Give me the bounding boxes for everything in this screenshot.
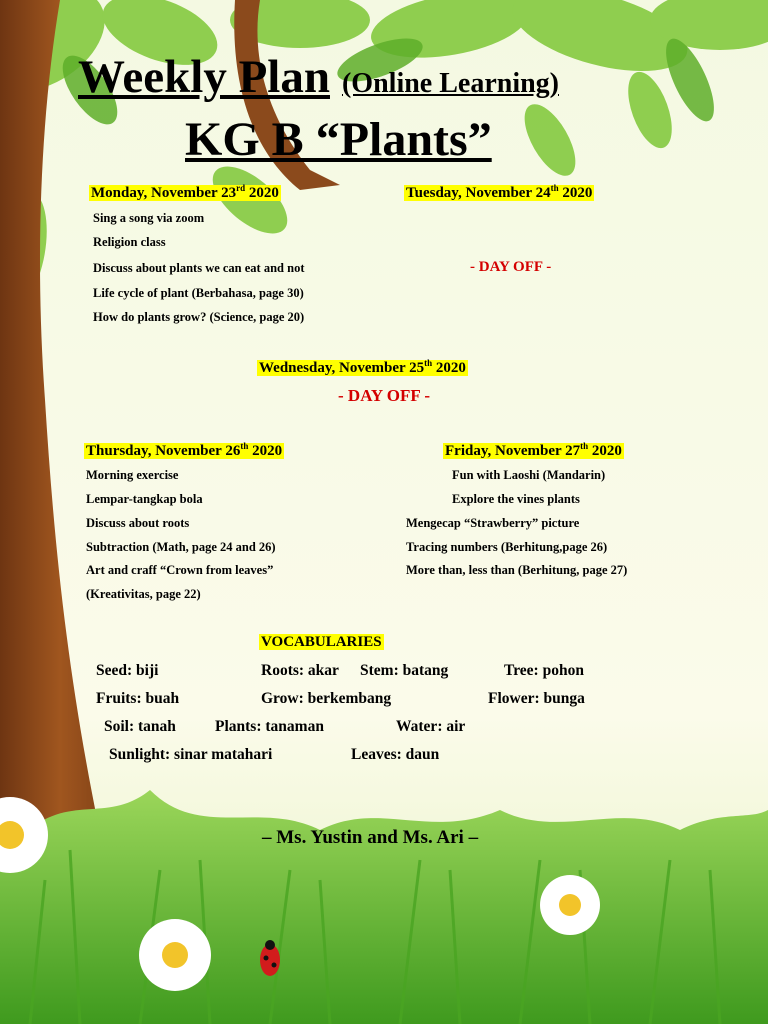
vocab-word: Soil: tanah <box>104 718 176 735</box>
vocab-word: Tree: pohon <box>504 662 584 679</box>
monday-item: Discuss about plants we can eat and not <box>93 261 305 275</box>
page-subtitle: (Online Learning) <box>341 68 559 99</box>
vocab-word: Sunlight: sinar matahari <box>109 746 273 763</box>
vocab-word: Plants: tanaman <box>215 718 324 735</box>
vocab-word: Water: air <box>396 718 466 735</box>
grass <box>0 790 768 1024</box>
monday-item: Life cycle of plant (Berbahasa, page 30) <box>93 286 304 300</box>
thursday-item: Subtraction (Math, page 24 and 26) <box>86 540 276 554</box>
vocab-word: Fruits: buah <box>96 690 180 707</box>
tuesday-day-off: - DAY OFF - <box>470 259 552 275</box>
page-title: Weekly Plan <box>78 51 330 103</box>
friday-item: Fun with Laoshi (Mandarin) <box>452 468 606 482</box>
friday-item: More than, less than (Berhitung, page 27) <box>406 563 628 577</box>
vocab-word: Seed: biji <box>96 662 159 679</box>
wednesday-heading: Wednesday, November 25th 2020 <box>259 358 466 376</box>
vocabularies-heading: VOCABULARIES <box>261 634 382 650</box>
wednesday-day-off: - DAY OFF - <box>338 386 431 405</box>
teachers-signature: – Ms. Yustin and Ms. Ari – <box>262 827 479 848</box>
vocab-word: Leaves: daun <box>351 746 440 763</box>
thursday-heading: Thursday, November 26th 2020 <box>86 441 283 459</box>
monday-heading: Monday, November 23rd 2020 <box>91 183 279 201</box>
monday-item: Religion class <box>93 235 166 249</box>
title-row <box>78 50 559 104</box>
vocab-word: Flower: bunga <box>488 690 585 707</box>
thursday-item: Morning exercise <box>86 468 179 482</box>
friday-item: Tracing numbers (Berhitung,page 26) <box>406 540 608 554</box>
tuesday-heading: Tuesday, November 24th 2020 <box>406 183 593 201</box>
monday-item: How do plants grow? (Science, page 20) <box>93 310 305 324</box>
thursday-item: Lempar-tangkap bola <box>86 492 203 506</box>
friday-item: Explore the vines plants <box>452 492 580 506</box>
vocab-word: Roots: akar <box>261 662 339 679</box>
thursday-item: (Kreativitas, page 22) <box>86 587 201 601</box>
monday-item: Sing a song via zoom <box>93 211 205 225</box>
vocab-word: Grow: berkembang <box>261 690 392 707</box>
class-title: KG B “Plants” <box>185 113 492 166</box>
friday-heading: Friday, November 27th 2020 <box>445 441 622 459</box>
friday-item: Mengecap “Strawberry” picture <box>406 516 580 530</box>
vocab-word: Stem: batang <box>360 662 449 679</box>
thursday-item: Discuss about roots <box>86 516 190 530</box>
thursday-item: Art and craff “Crown from leaves” <box>86 563 274 577</box>
